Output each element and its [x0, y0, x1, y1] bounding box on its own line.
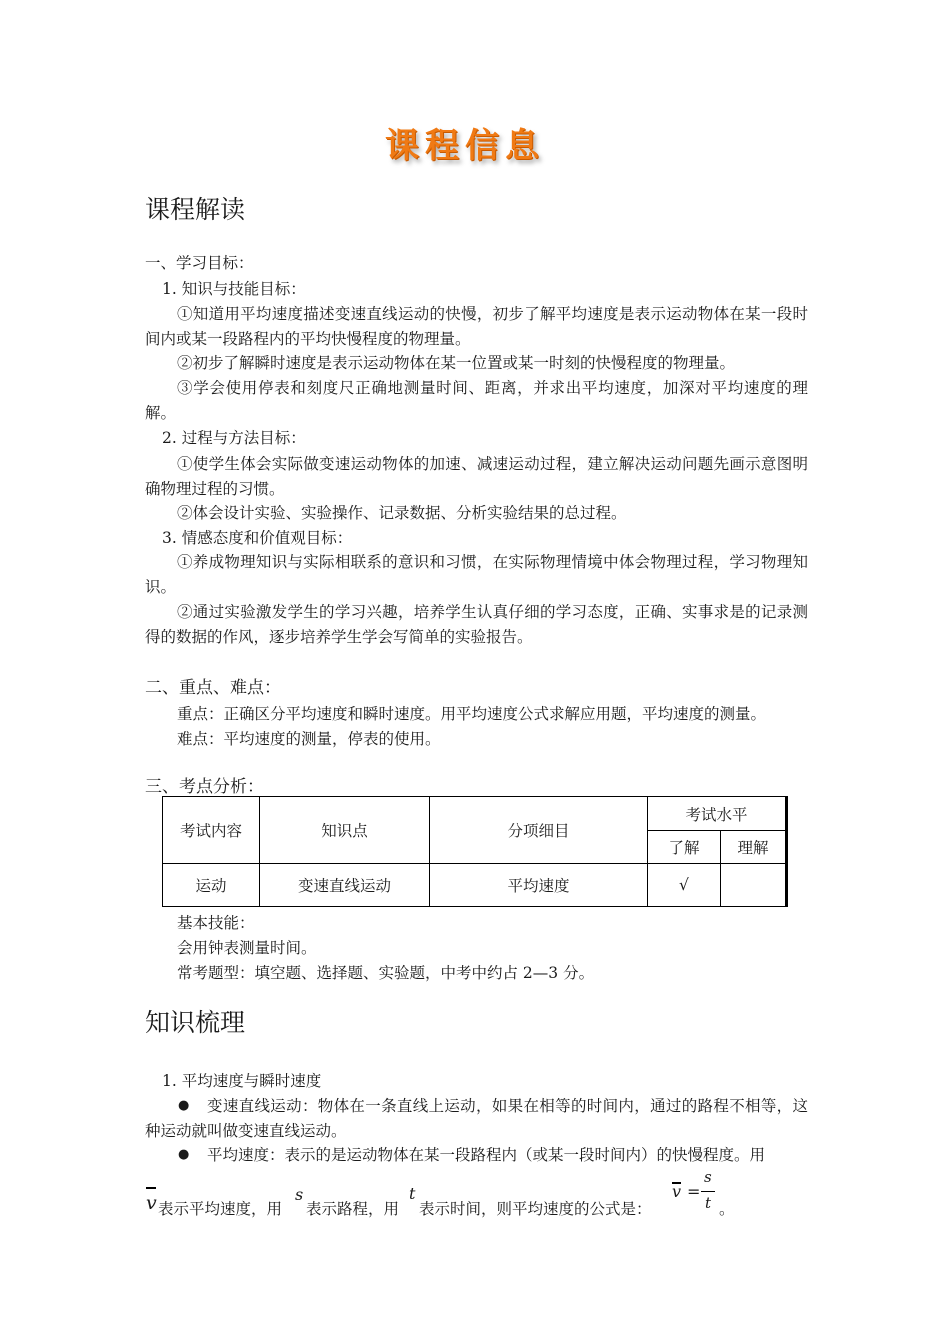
skill-text: 会用钟表测量时间。 [177, 939, 317, 957]
key-difficulty-heading: 二、重点、难点： [145, 678, 281, 698]
bullet-icon: ● [178, 1147, 190, 1162]
skill-title: 基本技能： [177, 914, 255, 932]
sentence-end: 。 [719, 1200, 735, 1218]
knowledge-goal-2: ②初步了解瞬时速度是表示运动物体在某一位置或某一时刻的快慢程度的物理量。 [177, 354, 736, 372]
question-types: 常考题型：填空题、选择题、实验题，中考中约占 2—3 分。 [177, 964, 595, 982]
cell-knowledge: 变速直线运动 [260, 864, 430, 907]
cell-understand [721, 864, 787, 907]
bullet-variable-motion: 变速直线运动：物体在一条直线上运动，如果在相等的时间内，通过的路程不相等，这种运动就叫做变速直线运动。 [145, 1097, 808, 1140]
difficulty-point: 难点：平均速度的测量，停表的使用。 [177, 730, 441, 748]
formula-denominator: t [705, 1194, 712, 1212]
table-header-level: 考试水平 [648, 797, 787, 831]
bullet-average-speed: 平均速度：表示的是运动物体在某一段路程内（或某一段时间内）的快慢程度。用 [207, 1146, 766, 1164]
table-header-know: 了解 [648, 831, 721, 864]
table-header-detail: 分项细目 [430, 797, 648, 864]
table-header-knowledge: 知识点 [260, 797, 430, 864]
section-heading-knowledge-review: 知识梳理 [145, 1008, 246, 1037]
table-header-content: 考试内容 [163, 797, 260, 864]
attitude-title: 3. 情感态度和价值观目标： [162, 529, 353, 547]
text-average-speed: 表示平均速度，用 [158, 1200, 283, 1218]
text-time: 表示时间，则平均速度的公式是： [419, 1200, 652, 1218]
fraction-bar [701, 1191, 715, 1192]
knowledge-skill-title: 1. 知识与技能目标： [162, 280, 306, 298]
attitude-goal-2: ②通过实验激发学生的学习兴趣，培养学生认真仔细的学习态度，正确、实事求是的记录测得的数据的作风，逐步培养学生学会写简单的实验报告。 [145, 603, 808, 646]
process-method-title: 2. 过程与方法目标： [162, 429, 306, 447]
cell-know-check: √ [648, 864, 721, 907]
process-goal-2: ②体会设计实验、实验操作、记录数据、分析实验结果的总过程。 [177, 504, 627, 522]
formula-v: v [672, 1182, 682, 1201]
exam-analysis-table [162, 796, 788, 907]
formula-equals: = [687, 1182, 701, 1201]
item1-title: 1. 平均速度与瞬时速度 [162, 1072, 322, 1090]
attitude-goal-1: ①养成物理知识与实际相联系的意识和习惯，在实际物理情境中体会物理过程，学习物理知识。 [145, 553, 808, 596]
cell-content: 运动 [163, 864, 260, 907]
knowledge-goal-3: ③学会使用停表和刻度尺正确地测量时间、距离，并求出平均速度，加深对平均速度的理解。 [145, 379, 808, 422]
key-point: 重点：正确区分平均速度和瞬时速度。用平均速度公式求解应用题，平均速度的测量。 [177, 705, 767, 723]
formula-numerator: s [704, 1168, 712, 1186]
text-path: 表示路程，用 [306, 1200, 400, 1218]
process-goal-1: ①使学生体会实际做变速运动物体的加速、减速运动过程，建立解决运动问题先画示意图明确物理过程的习惯。 [145, 455, 808, 498]
banner-title: 课程信息 [385, 126, 545, 166]
exam-analysis-heading: 三、考点分析： [145, 777, 264, 797]
cell-detail: 平均速度 [430, 864, 648, 907]
table-header-understand: 理解 [721, 831, 787, 864]
symbol-t: t [409, 1184, 416, 1203]
bullet-icon: ● [178, 1098, 190, 1113]
overline-mark [146, 1187, 156, 1189]
table-row [163, 864, 787, 907]
section-heading-course-reading: 课程解读 [145, 195, 246, 224]
knowledge-goal-1: ①知道用平均速度描述变速直线运动的快慢，初步了解平均速度是表示运动物体在某一段时间内或某一段路程内的平均快慢程度的物理量。 [145, 305, 808, 348]
goal-heading: 一、学习目标： [145, 254, 254, 272]
symbol-v: v [146, 1192, 157, 1214]
symbol-s: s [295, 1185, 304, 1204]
average-speed-formula [668, 1168, 718, 1218]
